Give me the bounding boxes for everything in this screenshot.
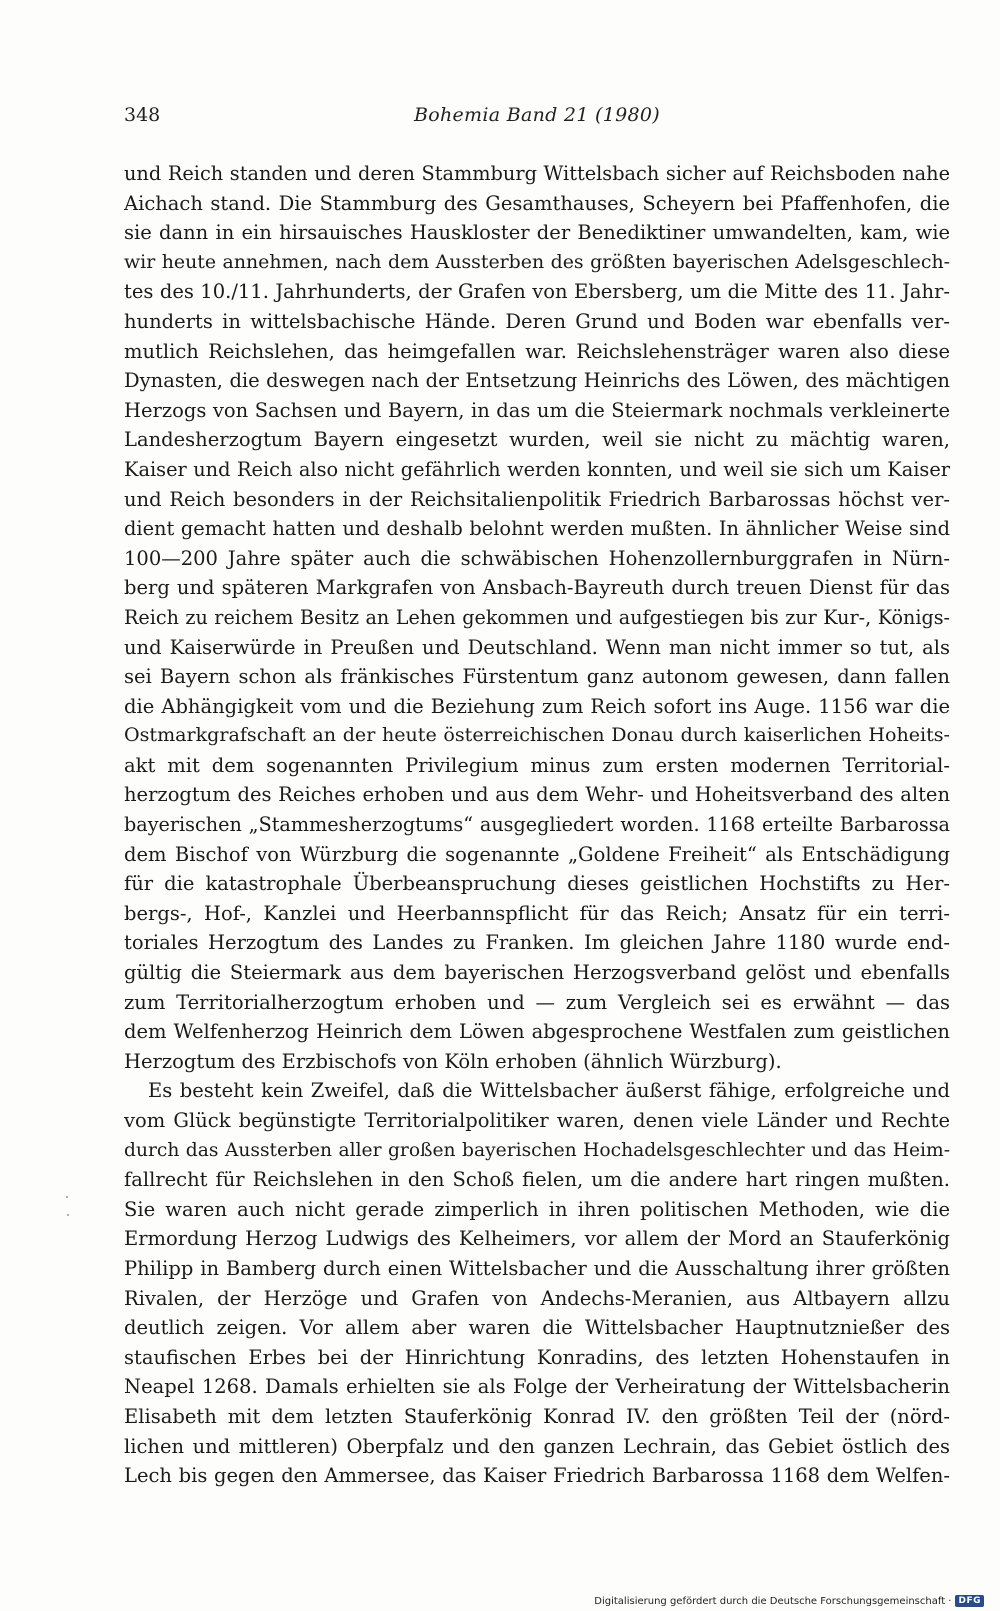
- text-line: lichen und mittleren) Oberpfalz und den ganzen Lechrain, das Gebiet östlich des: [124, 1434, 950, 1458]
- text-line: Es besteht kein Zweifel, daß die Wittelsbacher äußerst fähige, erfolgreiche und: [148, 1079, 950, 1103]
- text-line: sie dann in ein hirsauisches Hauskloster der Benediktiner umwandelten, kam, wie: [124, 221, 950, 245]
- text-line: Ermordung Herzog Ludwigs des Kelheimers, vor allem der Mord an Stauferkönig: [124, 1227, 950, 1251]
- dfg-logo-icon: DFG: [955, 1595, 984, 1607]
- text-line: und Reich besonders in der Reichsitalienpolitik Friedrich Barbarossas höchst ver-: [124, 487, 950, 511]
- text-line: zum Territorialherzogtum erhoben und — zum Vergleich sei es erwähnt — das: [124, 990, 950, 1014]
- text-line: Ostmarkgrafschaft an der heute österreichischen Donau durch kaiserlichen Hoheits-: [124, 724, 950, 747]
- text-line: wir heute annehmen, nach dem Aussterben des größten bayerischen Adelsgeschlech-: [124, 250, 950, 273]
- text-line: Kaiser und Reich also nicht gefährlich werden konnten, und weil sie sich um Kaiser: [124, 457, 950, 481]
- text-line: staufischen Erbes bei der Hinrichtung Konradins, des letzten Hohenstaufen in: [124, 1345, 950, 1369]
- text-line: die Abhängigkeit vom und die Beziehung zum Reich sofort ins Auge. 1156 war die: [124, 694, 950, 718]
- running-title: Bohemia Band 21 (1980): [413, 104, 661, 126]
- text-line: mutlich Reichslehen, das heimgefallen war. Reichslehensträger waren also diese: [124, 339, 950, 363]
- text-line: 100—200 Jahre später auch die schwäbischen Hohenzollernburggrafen in Nürn-: [124, 546, 950, 570]
- scan-speck: [67, 1214, 69, 1216]
- text-line: dem Welfenherzog Heinrich dem Löwen abgesprochene Westfalen zum geistlichen: [124, 1020, 950, 1044]
- text-line: sei Bayern schon als fränkisches Fürstentum ganz autonom gewesen, dann fallen: [124, 665, 950, 689]
- text-line: Dynasten, die deswegen nach der Entsetzung Heinrichs des Löwen, des mächtigen: [124, 369, 950, 393]
- footer: [594, 1595, 984, 1607]
- text-line: dem Bischof von Würzburg die sogenannte „Goldene Freiheit“ als Entschädigung: [124, 842, 950, 866]
- text-line: toriales Herzogtum des Landes zu Franken. Im gleichen Jahre 1180 wurde end-: [124, 931, 950, 955]
- text-line: Herzogtum des Erzbischofs von Köln erhoben (ähnlich Würzburg).: [124, 1049, 782, 1073]
- page-header: [124, 104, 950, 134]
- page-number: 348: [124, 104, 161, 126]
- text-line: und Reich standen und deren Stammburg Wittelsbach sicher auf Reichsboden nahe: [124, 162, 950, 185]
- text-line: vom Glück begünstigte Territorialpolitiker waren, denen viele Länder und Rechte: [124, 1109, 950, 1132]
- text-line: Aichach stand. Die Stammburg des Gesamthauses, Scheyern bei Pfaffenhofen, die: [124, 191, 950, 215]
- text-line: für die katastrophale Überbeanspruchung dieses geistlichen Hochstifts zu Her-: [124, 872, 950, 896]
- text-line: Reich zu reichem Besitz an Lehen gekommen und aufgestiegen bis zur Kur-, Königs-: [124, 605, 950, 629]
- text-line: hunderts in wittelsbachische Hände. Deren Grund und Boden war ebenfalls ver-: [124, 309, 950, 333]
- text-line: Landesherzogtum Bayern eingesetzt wurden, weil sie nicht zu mächtig waren,: [124, 428, 950, 452]
- text-line: Sie waren auch nicht gerade zimperlich in ihren politischen Methoden, wie die: [124, 1197, 950, 1221]
- text-line: Herzogs von Sachsen und Bayern, in das um die Steiermark nochmals verkleinerte: [124, 398, 950, 422]
- text-line: Rivalen, der Herzöge und Grafen von Andechs-Meranien, aus Altbayern allzu: [124, 1286, 950, 1310]
- text-line: herzogtum des Reiches erhoben und aus dem Wehr- und Hoheitsverband des alten: [124, 783, 950, 807]
- text-line: Lech bis gegen den Ammersee, das Kaiser Friedrich Barbarossa 1168 dem Welfen-: [124, 1464, 950, 1488]
- text-line: akt mit dem sogenannten Privilegium minus zum ersten modernen Territorial-: [124, 753, 950, 777]
- text-line: durch das Aussterben aller großen bayerischen Hochadelsgeschlechter und das Heim-: [124, 1139, 950, 1161]
- text-line: bergs-, Hof-, Kanzlei und Heerbannspflicht für das Reich; Ansatz für ein terri-: [124, 901, 950, 925]
- text-line: tes des 10./11. Jahrhunderts, der Grafen von Ebersberg, um die Mitte des 11. Jahr-: [124, 280, 950, 304]
- text-line: bayerischen „Stammesherzogtums“ ausgegliedert worden. 1168 erteilte Barbarossa: [124, 813, 950, 837]
- text-line: fallrecht für Reichslehen in den Schoß fielen, um die andere hart ringen mußten.: [124, 1168, 950, 1192]
- text-line: und Kaiserwürde in Preußen und Deutschland. Wenn man nicht immer so tut, als: [124, 635, 950, 659]
- text-line: Elisabeth mit dem letzten Stauferkönig Konrad IV. den größten Teil der (nörd-: [124, 1404, 950, 1428]
- text-line: Philipp in Bamberg durch einen Wittelsbacher und die Ausschaltung ihrer größten: [124, 1256, 950, 1280]
- body-text: [124, 159, 950, 1491]
- scan-speck: [66, 1196, 68, 1198]
- text-line: berg und späteren Markgrafen von Ansbach-Bayreuth durch treuen Dienst für das: [124, 576, 950, 600]
- text-line: gültig die Steiermark aus dem bayerischen Herzogsverband gelöst und ebenfalls: [124, 961, 950, 985]
- text-line: dient gemacht hatten und deshalb belohnt werden mußten. In ähnlicher Weise sind: [124, 517, 950, 541]
- text-line: Neapel 1268. Damals erhielten sie als Folge der Verheiratung der Wittelsbacherin: [124, 1375, 950, 1399]
- digitization-note: Digitalisierung gefördert durch die Deutsche Forschungsgemeinschaft ·: [594, 1595, 952, 1607]
- text-line: deutlich zeigen. Vor allem aber waren die Wittelsbacher Hauptnutznießer des: [124, 1316, 950, 1340]
